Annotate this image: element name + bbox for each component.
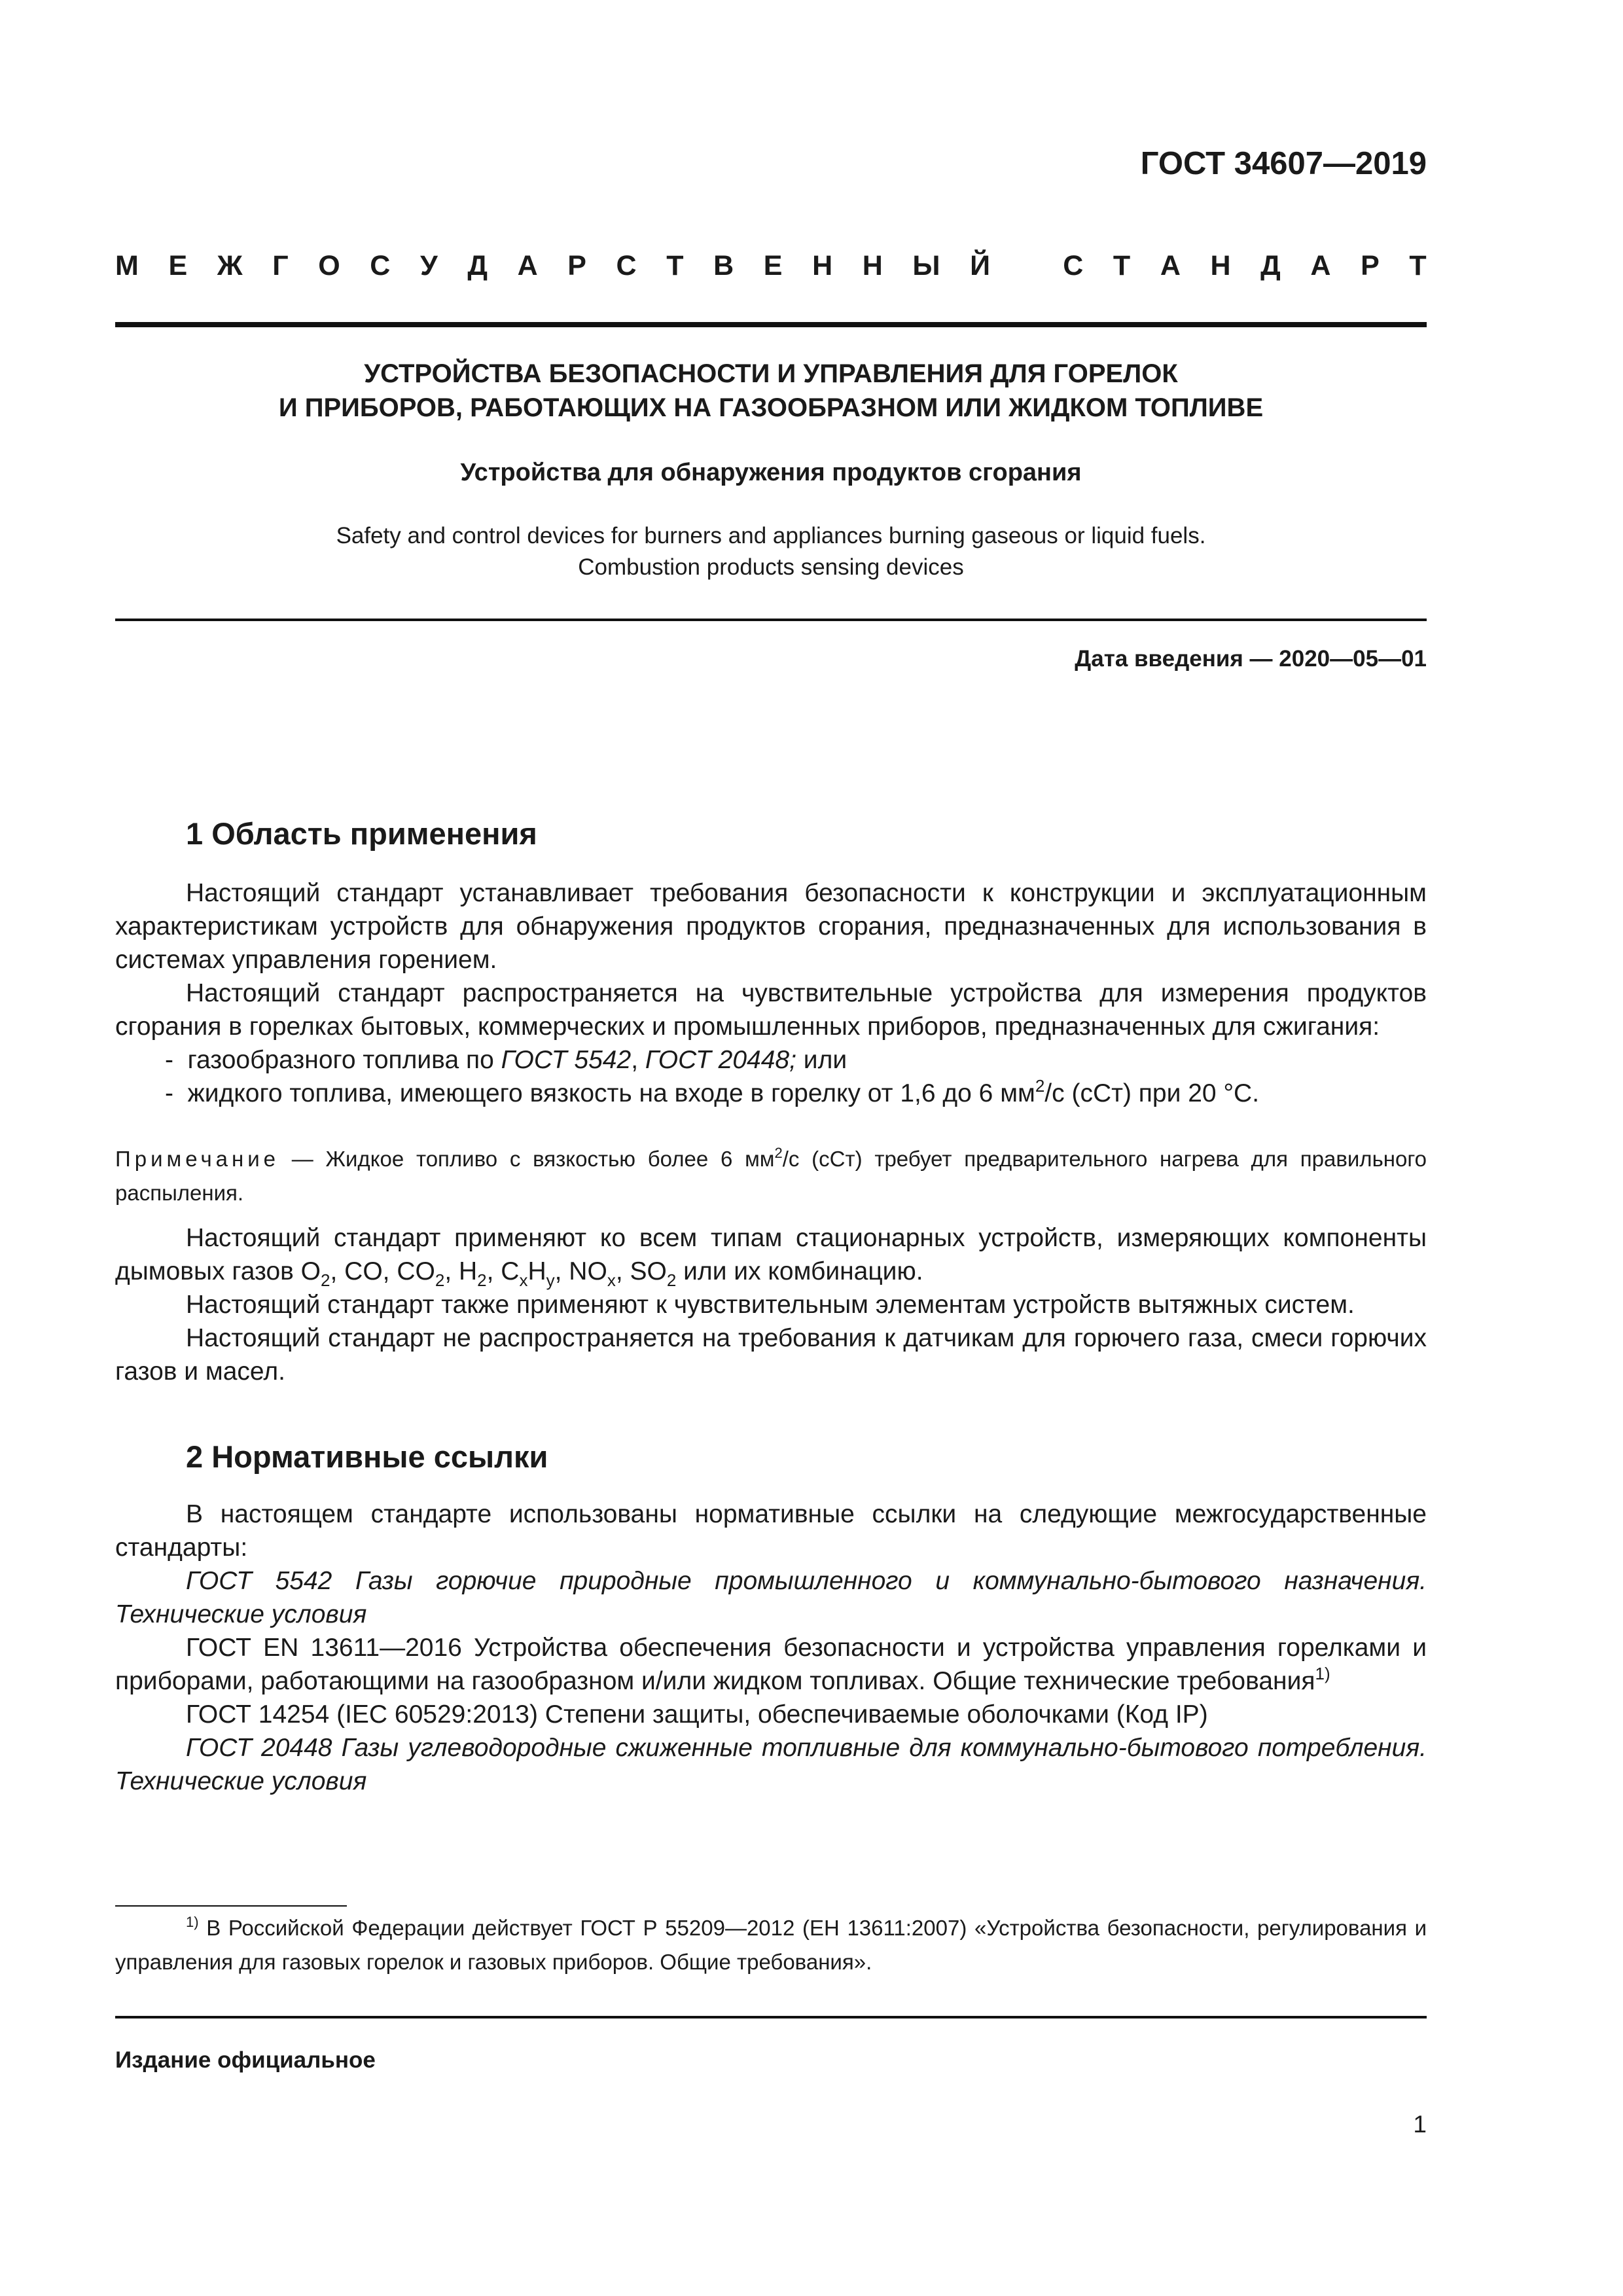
heading-letter: Т xyxy=(1409,250,1427,281)
note: Примечание — Жидкое топливо с вязкостью более 6 $мм^2/с$ (сСт) требует предварительного нагрева для правильного распыления. xyxy=(115,1145,1427,1205)
ref-gost-20448: ГОСТ 20448; xyxy=(645,1046,796,1074)
section-1-paragraph-5: Настоящий стандарт не распространяется на требования к датчикам для горючего газа, смеси горючих газов и масел. xyxy=(115,1324,1427,1386)
section-1-paragraph-3: Настоящий стандарт применяют ко всем типам стационарных устройств, измеряющих компоненты дымовых газов $O_2$, CO, $CO_2$, $H_2$, $C_xH_y$, $NO_x$, $SO_2$ или их комбинацию. xyxy=(115,1224,1427,1290)
english-title-line-2: Combustion products sensing devices xyxy=(578,554,964,580)
edition-label: Издание официальное xyxy=(115,2047,376,2073)
english-title xyxy=(115,520,1427,583)
heading-letter: Т xyxy=(1113,250,1131,281)
section-1-paragraph-1: Настоящий стандарт устанавливает требования безопасности к конструкции и эксплуатационным характеристикам устройств для обнаружения продуктов сгорания, предназначенных для использования в системах управления горением. xyxy=(115,879,1427,974)
title-divider xyxy=(115,619,1427,621)
header-divider xyxy=(115,322,1427,327)
english-title-line-1: Safety and control devices for burners and appliances burning gaseous or liquid fuels. xyxy=(336,523,1206,548)
title-line-2: И ПРИБОРОВ, РАБОТАЮЩИХ НА ГАЗООБРАЗНОМ ИЛИ ЖИДКОМ ТОПЛИВЕ xyxy=(278,393,1264,422)
heading-letter: Н xyxy=(812,250,833,281)
word-gap xyxy=(1020,250,1033,282)
reference-gost-20448: ГОСТ 20448 Газы углеводородные сжиженные топливные для коммунально-бытового потребления. Технические условия xyxy=(115,1734,1427,1795)
footnote-mark: 1) xyxy=(186,1914,199,1930)
standard-type-heading xyxy=(115,250,1427,282)
section-1-heading: 1 Область применения xyxy=(186,816,537,851)
heading-letter: А xyxy=(1310,250,1331,281)
heading-letter: Н xyxy=(1210,250,1231,281)
section-1-body-continued xyxy=(115,1221,1427,1388)
heading-letter: Д xyxy=(467,250,488,281)
heading-letter: Й xyxy=(970,250,991,281)
heading-letter: С xyxy=(1063,250,1084,281)
heading-letter: Р xyxy=(1361,250,1380,281)
footnote-text: $^{1)}$ В Российской Федерации действует ГОСТ Р 55209—2012 (ЕН 13611:2007) «Устройства безопасности, регулирования и управления для газовых горелок и газовых приборов. Общие требования». xyxy=(115,1914,1427,1974)
section-2-heading: 2 Нормативные ссылки xyxy=(186,1439,548,1474)
title-line-1: УСТРОЙСТВА БЕЗОПАСНОСТИ И УПРАВЛЕНИЯ ДЛЯ ГОРЕЛОК xyxy=(364,359,1178,388)
document-title xyxy=(115,357,1427,425)
heading-letter: О xyxy=(318,250,340,281)
ref-gost-5542: ГОСТ 5542 xyxy=(501,1046,632,1074)
heading-letter: Н xyxy=(862,250,883,281)
heading-letter: С xyxy=(616,250,637,281)
note-label: Примечание xyxy=(115,1147,280,1171)
intro-date: Дата введения — 2020—05—01 xyxy=(1075,646,1427,672)
footnote-rule xyxy=(115,1905,347,1907)
section-1-body xyxy=(115,876,1427,1110)
reference-gost-14254: ГОСТ 14254 (IEC 60529:2013) Степени защиты, обеспечиваемые оболочками (Код IP) xyxy=(186,1700,1208,1729)
document-subtitle: Устройства для обнаружения продуктов сгорания xyxy=(460,459,1082,486)
heading-letter: Д xyxy=(1260,250,1281,281)
heading-letter: Ы xyxy=(912,250,940,281)
heading-letter: Т xyxy=(666,250,684,281)
reference-gost-en-13611: ГОСТ EN 13611—2016 Устройства обеспечения безопасности и устройства управления горелками и приборами, работающими на газообразном и/или жидком топливах. Общие технические требования$^{1)}$ xyxy=(115,1634,1427,1695)
heading-letter: Е xyxy=(168,250,188,281)
heading-letter: С xyxy=(370,250,391,281)
heading-letter: Е xyxy=(763,250,783,281)
footnote xyxy=(115,1911,1427,1979)
page-number: 1 xyxy=(1413,2111,1427,2138)
list-item-liquid-fuel: - жидкого топлива, имеющего вязкость на входе в горелку от 1,6 до 6 $мм^2/с$ (сСт) при 20 °С. xyxy=(165,1076,1260,1107)
heading-letter: Г xyxy=(272,250,289,281)
section-1-paragraph-4: Настоящий стандарт также применяют к чувствительным элементам устройств вытяжных систем. xyxy=(186,1291,1355,1319)
heading-letter: А xyxy=(517,250,538,281)
heading-letter: А xyxy=(1160,250,1181,281)
gost-number: ГОСТ 34607—2019 xyxy=(1140,146,1427,181)
reference-gost-5542: ГОСТ 5542 Газы горючие природные промышленного и коммунально-бытового назначения. Технические условия xyxy=(115,1567,1427,1628)
heading-letter: У xyxy=(419,250,438,281)
section-1-paragraph-2: Настоящий стандарт распространяется на чувствительные устройства для измерения продуктов сгорания в горелках бытовых, коммерческих и промышленных приборов, предназначенных для сжигания: xyxy=(115,979,1427,1041)
heading-letter: В xyxy=(713,250,734,281)
list-item-gas-fuel: - газообразного топлива по ГОСТ 5542, ГОСТ 20448; или xyxy=(165,1046,847,1074)
heading-letter: Ж xyxy=(217,250,243,281)
heading-letter: М xyxy=(115,250,139,281)
section-2-body xyxy=(115,1498,1427,1798)
heading-letter: Р xyxy=(567,250,586,281)
section-2-paragraph-1: В настоящем стандарте использованы нормативные ссылки на следующие межгосударственные стандарты: xyxy=(115,1500,1427,1562)
footer-divider xyxy=(115,2016,1427,2018)
